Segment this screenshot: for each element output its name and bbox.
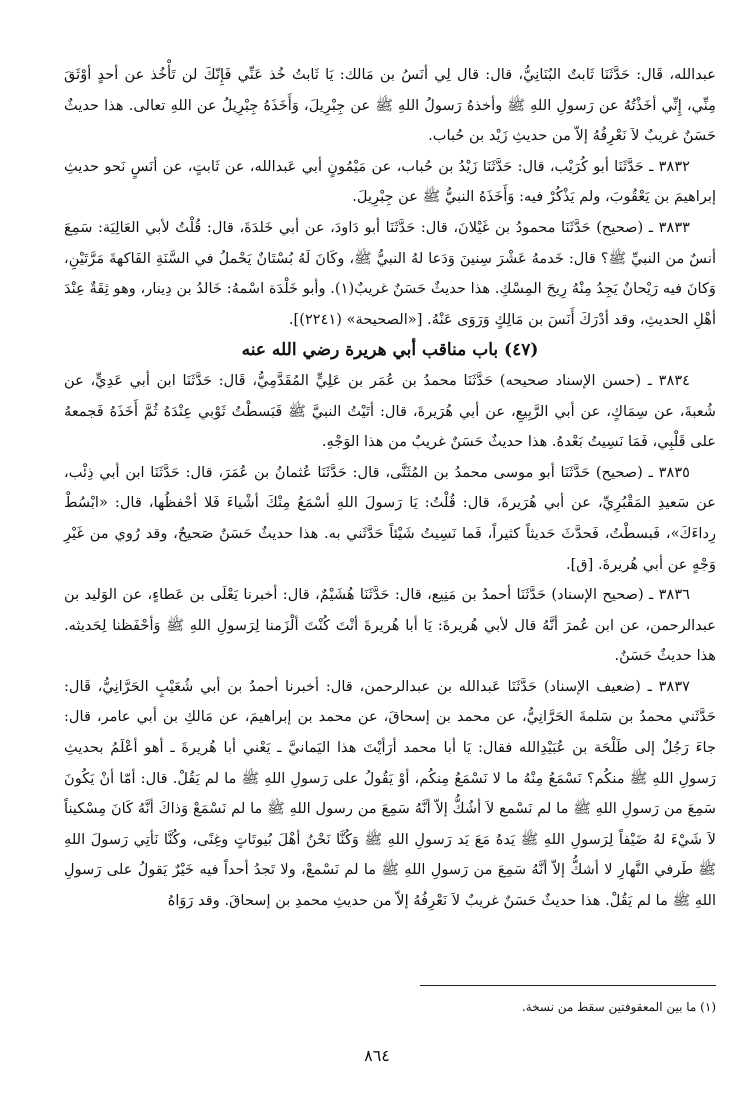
- footnote-divider: [420, 985, 716, 986]
- paragraph: ٣٨٣٤ ـ (حسن الإسناد صحيحه) حَدَّثَنَا محمدُ بن عُمَر بن عَلِيٍّ المُقَدَّمِيُّ، قَال: حَدَّثَنَا ابن أبي عَدِيٍّ، عن شُعبةَ، عن سِمَاكٍ، عن أبي الرَّبِيعِ، عن أبي هُرَيرةَ، قال: أتَيْتُ النبيَّ ﷺ فَبَسطْتُ ثَوْبي عِنْدَهُ ثُمَّ أَخَذَهُ فَجمعهُ على قَلْبِي، فَمَا نَسِيتُ بَعْدهُ. هذا حديثٌ حَسَنٌ غريبٌ من هذا الوَجْهِ.: [64, 371, 716, 451]
- paragraph: عبدالله، قَال: حَدَّثَنَا ثَابتٌ البُنَانِيُّ، قال: قال لِي أنَسُ بن مَالك: يَا ثَابتُ خُذ عَنِّي فَإِنّكَ لن تَأْخُذ عن أحدٍ أوْثَقَ مِنِّي، إِنِّي أخَذْتُهُ عن رَسولِ اللهِ ﷺ وأخذهُ رَسولُ اللهِ ﷺ عن جِبْرِيلَ، وَأَخَذَهُ جِبْرِيلُ عن اللهِ تعالى. هذا حديثٌ حَسَنٌ غريبٌ لاَ نَعْرِفُهُ إلاّ من حديثِ زَيْد بن حُباب.: [64, 66, 716, 145]
- footnote: (١) ما بين المعقوفتين سقط من نسخة.: [521, 1000, 716, 1014]
- paragraph: ٣٨٣٢ ـ حَدَّثَنَا أبو كُرَيْب، قال: حَدَّثَنَا زَيْدُ بن حُباب، عن مَيْمُونٍ أبي عَبدالله، عن ثَابتٍ، عن أنَسٍ نَحو حديثِ إبراهيمَ بن يَعْقُوبَ، ولم يَذْكُرْ فيه: وَأَخَذَهُ النبيُّ ﷺ عن جِبْرِيلَ.: [64, 157, 716, 206]
- chapter-heading: (٤٧) باب مناقب أبي هريرة رضي الله عنه: [241, 340, 539, 361]
- page-number: ٨٦٤: [364, 1046, 390, 1065]
- paragraph: ٣٨٣٥ ـ (صحيح) حَدَّثَنَا أبو موسى محمدُ بن المُثَنَّى، قال: حَدَّثَنَا عُثمانُ بن عُمَرَ، قال: حَدَّثَنَا ابن أبي ذِئْب، عن سَعيدِ المَقْبُرِيِّ، عن أبي هُرَيرةَ، قال: قُلْتُ: يَا رَسولَ اللهِ أسْمَعُ مِنْكَ أشْياءَ فَلا أحْفظُها، قال: «ابْسُطْ رِداءَكَ»، فَبسطْتُ، فَحدَّثَ حَديثاً كثيراً، فَما نَسِيتُ شَيْئاً حَدَّثَني به. هذا حديثٌ حَسَنٌ صَحيحٌ، وقد رُوي من غَيْرِ وَجْهٍ عن أبي هُريرةَ. [ق].: [64, 463, 716, 573]
- paragraph: ٣٨٣٣ ـ (صحيح) حَدَّثَنَا محمودُ بن غَيْلانَ، قال: حَدَّثَنَا أبو دَاودَ، عن أبي خَلدَةَ، قال: قُلْتُ لأبي العَالِيَة: سَمِعَ أنسٌ من النبيِّ ﷺ؟ قال: خَدمهُ عَشْرَ سِنينَ وَدَعا لهُ النبيُّ ﷺ، وكَانَ لَهُ بُسْتَانٌ يَحْملُ في السَّنَةِ الفَاكهةَ مَرَّتَيْنِ، وَكانَ فيه رَيْحانٌ يَجِدُ مِنْهُ رِيحَ المِسْكِ. هذا حديثٌ حَسَنٌ غريبٌ(١). وأبو خَلْدَة اسْمهُ: خَالدُ بن دِينار، وهو ثِقَةٌ عِنْدَ أهْلِ الحديثِ، وقد أدْرَكَ أَنَسَ بن مَالِكٍ وَرَوَى عَنْهُ. [«الصحيحة» (٢٢٤١)].: [64, 218, 716, 328]
- main-text: [64, 60, 716, 917]
- paragraph: ٣٨٣٦ ـ (صحيح الإسناد) حَدَّثَنَا أحمدُ بن مَنِيع، قال: حَدَّثَنَا هُشَيْمٌ، قال: أخبرنا يَعْلَى بن عَطاءٍ، عن الوَليد بن عبدالرحمن، عن ابن عُمرَ أنَّهُ قال لأبي هُريرةَ: يَا أبا هُريرةَ أنْتَ كُنْتَ ألْزَمنا لِرَسولِ اللهِ ﷺ وَأحْفَظنا لِحَديثه. هذا حديثٌ حَسَنٌ.: [64, 586, 716, 665]
- paragraph: ٣٨٣٧ ـ (ضعيف الإسناد) حَدَّثَنَا عَبدالله بن عبدالرحمن، قال: أخبرنا أحمدُ بن أبي شُعَيْبٍ الحَرَّانِيُّ، قَال: حَدَّثَني محمدُ بن سَلمةَ الحَرَّانِيُّ، عن محمد بن إسحاقَ، عن محمد بن إبراهيمَ، عن مَالكِ بن أبي عامر، قال: جاءَ رَجُلٌ إلى طَلْحَة بن عُبَيْدِالله فقال: يَا أبا محمد أرَأيْتَ هذا اليَمانيَّ ـ يَعْني أبا هُريرةَ ـ أهو أعْلَمُ بحديثِ رَسولِ اللهِ ﷺ منكُم؟ نَسْمَعُ مِنْهُ ما لا نَسْمَعُ مِنكُم، أوْ يَقُولُ على رَسولِ اللهِ ﷺ ما لم يَقُلْ. قال: أمّا أنْ يَكُونَ سَمِعَ من رَسولِ اللهِ ﷺ ما لم نَسْمع لاَ أشُكُّ إلاّ أنَّهُ سَمِعَ من رسول اللهِ ﷺ ما لم نَسْمَعْ وَذاكَ أنَّهُ كَانَ مِسْكيناً لاَ شَيْءَ لهُ ضَيْفاً لِرَسولِ اللهِ ﷺ يَدهُ مَعَ يَد رَسولِ اللهِ ﷺ وَكُنَّا نَحْنُ أهْلَ بُيوتَاتٍ وغِنًى، وكُنَّا نَأتِي رَسولَ اللهِ ﷺ طَرفي النَّهارِ لا أشكُّ إلاّ أنَّهُ سَمِعَ من رَسولِ اللهِ ﷺ ما لم نَسْمعْ، ولا تَجدُ أحداً فيه خَيْرٌ يَقولُ على رَسولِ اللهِ ﷺ ما لم يَقُلْ. هذا حديثٌ حَسَنٌ غريبٌ لاَ نَعْرِفُهُ إلاّ من حديثِ محمدِ بن إسحاقَ. وقد رَوَاهُ: [64, 677, 716, 910]
